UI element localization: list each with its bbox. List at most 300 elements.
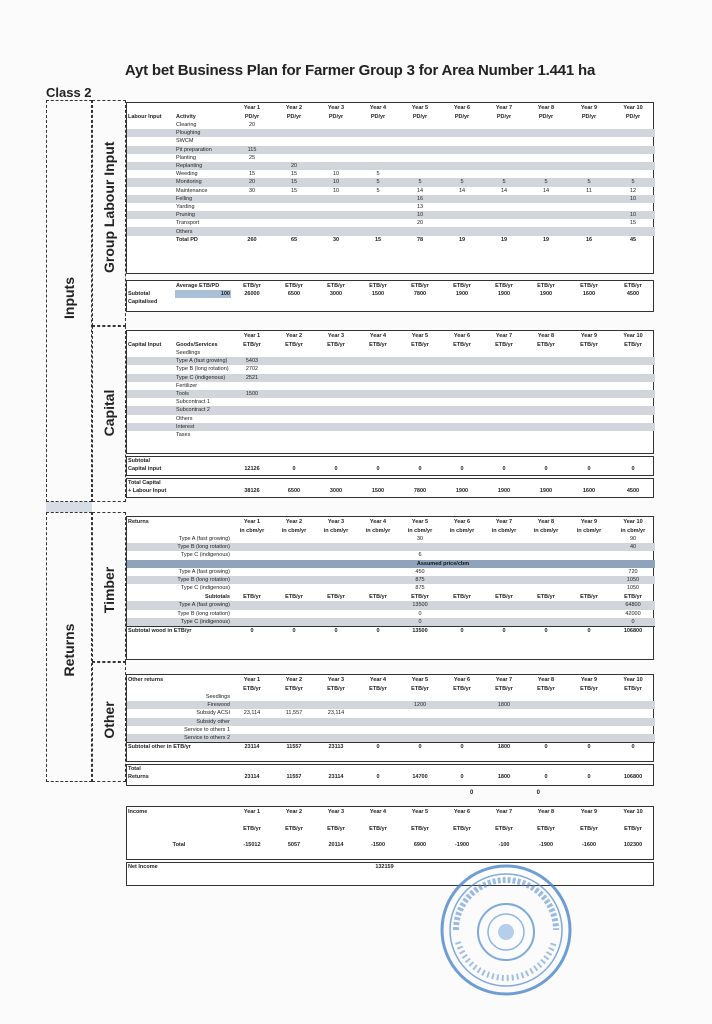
capital-value [611, 374, 655, 382]
table-row [127, 684, 655, 693]
capital-value [315, 423, 357, 431]
net-income-label: Net Income [128, 864, 158, 871]
blank-cell [567, 816, 611, 824]
capital-value [441, 431, 483, 439]
blank-cell [441, 765, 483, 773]
activity-header: Activity [176, 113, 196, 120]
table-row [127, 701, 655, 709]
other-value [399, 693, 441, 701]
timber-type-label: Type B (long rotation) [127, 543, 231, 551]
table-row [127, 227, 655, 235]
labour-value: 115 [231, 146, 273, 154]
unit-header: ETB/yr [327, 341, 345, 348]
under-values-row [470, 790, 540, 796]
table-row [127, 560, 655, 568]
labour-value: 10 [611, 211, 655, 219]
other-item-label: Firewood [127, 701, 231, 709]
year-header: Year 10 [623, 104, 643, 111]
unit-header: in cbm/yr [281, 527, 307, 534]
table-row [127, 162, 655, 170]
subtotal-value: 0 [334, 466, 338, 473]
capital-value [441, 365, 483, 373]
price-band-label: Assumed price/cbm [231, 560, 655, 568]
labour-value [357, 121, 399, 129]
labour-value [231, 219, 273, 227]
table-row [127, 709, 655, 717]
capital-value [611, 349, 655, 357]
table-row [127, 129, 655, 137]
blank-cell [127, 187, 175, 195]
capital-value: 2702 [245, 366, 259, 373]
labour-value: 14 [542, 187, 550, 194]
other-label: Other [101, 701, 117, 739]
labour-value [315, 211, 357, 219]
labour-value [525, 195, 567, 203]
subtotal-label: Subtotal [128, 458, 150, 465]
blank-cell [231, 765, 273, 773]
labour-value [483, 219, 525, 227]
capital-value [231, 431, 273, 439]
subtotal-wood-label: Subtotal wood in ETB/yr [127, 626, 231, 635]
other-value [611, 726, 655, 734]
returns-header: Returns [128, 518, 149, 525]
subtotal-value: 0 [231, 626, 273, 635]
blank-cell [525, 816, 567, 824]
other-value [231, 718, 273, 726]
labour-value [315, 203, 357, 211]
year-header: Year 2 [285, 518, 303, 525]
blank-cell [127, 398, 175, 406]
subtotal-value: 0 [587, 466, 591, 473]
subtotal-value: 0 [525, 742, 567, 751]
table-row [127, 584, 655, 592]
table-row [127, 170, 655, 178]
income-table [127, 807, 655, 850]
blank-cell [127, 824, 231, 833]
etb-value [567, 610, 611, 618]
table-row [127, 415, 655, 423]
year-header: Year 1 [243, 518, 261, 525]
capital-value [483, 390, 525, 398]
table-row [127, 203, 655, 211]
capital-value [525, 431, 567, 439]
unit-header: in cbm/yr [533, 527, 559, 534]
capital-value [315, 398, 357, 406]
unit-header: ETB/yr [243, 593, 261, 600]
goods-label: Subcontract 1 [176, 399, 210, 406]
total-value: 0 [587, 774, 591, 781]
price-value [567, 568, 611, 576]
labour-value [611, 146, 655, 154]
volume-value [273, 535, 315, 543]
blank-cell [127, 816, 231, 824]
capital-value [611, 406, 655, 414]
labour-value [315, 129, 357, 137]
subtotal-value: 0 [502, 466, 506, 473]
capital-value [525, 382, 567, 390]
total-value: 0 [376, 774, 380, 781]
labour-table [127, 103, 655, 244]
capital-value [231, 406, 273, 414]
labour-value [525, 154, 567, 162]
table-row [127, 236, 655, 244]
subtotal-value: 0 [315, 626, 357, 635]
capital-value [399, 415, 441, 423]
etb-value [273, 601, 315, 609]
year-header: Year 9 [580, 808, 598, 815]
blank-cell [273, 765, 315, 773]
income-header: Income [128, 808, 148, 815]
other-item-label: Service to others 1 [184, 726, 230, 733]
year-header: Year 8 [537, 518, 555, 525]
labour-value [441, 211, 483, 219]
price-value [357, 568, 399, 576]
other-value [231, 734, 273, 743]
volume-value [611, 551, 655, 559]
labour-value [441, 146, 483, 154]
subtotal-value: 0 [611, 742, 655, 751]
labour-value [357, 129, 399, 137]
table-row [127, 841, 655, 849]
subtotal-value: 7800 [413, 291, 427, 298]
etb-value: 0 [399, 618, 441, 627]
price-value [357, 584, 399, 592]
labour-value [231, 162, 273, 170]
capital-value [441, 423, 483, 431]
blank-cell [483, 765, 525, 773]
total-value: 3000 [329, 488, 343, 495]
labour-value [483, 146, 525, 154]
labour-value [231, 137, 273, 145]
subtotal-value: 0 [357, 626, 399, 635]
capital-value [357, 357, 399, 365]
volume-value [567, 543, 611, 551]
activity-label: Felling [175, 195, 231, 203]
labour-value [483, 154, 525, 162]
labour-value [399, 146, 441, 154]
capital-value [315, 382, 357, 390]
blank-cell [611, 765, 655, 773]
labour-value [525, 121, 567, 129]
labour-value [441, 154, 483, 162]
goods-label: Taxes [176, 431, 191, 438]
volume-value: 90 [629, 536, 637, 543]
subtotal-value: 13500 [399, 626, 441, 635]
price-value: 1050 [611, 576, 655, 584]
unit-header: in cbm/yr [365, 527, 391, 534]
other-value [399, 726, 441, 734]
year-header: Year 6 [453, 518, 471, 525]
labour-value: 19 [500, 236, 508, 243]
labour-value [357, 227, 399, 235]
total-value: 1500 [371, 488, 385, 495]
price-value [357, 576, 399, 584]
labour-value [315, 146, 357, 154]
goods-label: Others [176, 415, 193, 422]
other-value: 23,114 [327, 710, 345, 717]
other-value [315, 726, 357, 734]
unit-header: ETB/yr [537, 825, 555, 832]
income-value: 20114 [328, 842, 344, 849]
unit-header: ETB/yr [580, 593, 598, 600]
subtotal-value: 11557 [273, 742, 315, 751]
group-labour-label: Group Labour Input [101, 141, 117, 273]
labour-value [441, 121, 483, 129]
year-header: Year 5 [411, 808, 429, 815]
table-row [127, 154, 655, 162]
other-value [357, 726, 399, 734]
volume-value [231, 551, 273, 559]
other-value [525, 734, 567, 743]
blank-cell [441, 457, 483, 465]
unit-header: ETB/yr [327, 825, 345, 832]
blank-cell [525, 479, 567, 487]
table-row [127, 773, 655, 781]
goods-label: Tools [175, 390, 231, 398]
timber-type-label: Type A (fast growing) [178, 568, 230, 575]
unit-header: ETB/yr [285, 593, 303, 600]
labour-value: 10 [332, 187, 340, 194]
etb-value [315, 601, 357, 609]
other-item-label: Service to others 2 [127, 734, 231, 743]
activity-label: Maintenance [176, 187, 208, 194]
other-value [357, 701, 399, 709]
capital-value [357, 390, 399, 398]
table-row [127, 331, 655, 340]
blank-cell [175, 298, 231, 306]
volume-value [567, 535, 611, 543]
table-row [127, 693, 655, 701]
subtotal-value: 12126 [244, 466, 260, 473]
subtotal-value: 0 [567, 626, 611, 635]
capital-value: 1500 [231, 390, 273, 398]
capital-value [273, 423, 315, 431]
capital-value [273, 406, 315, 414]
other-value [441, 709, 483, 717]
labour-value [399, 162, 441, 170]
capital-value [357, 349, 399, 357]
other-table [127, 675, 655, 751]
blank-cell [525, 457, 567, 465]
income-total-label: Total [172, 842, 186, 849]
capital-value [525, 390, 567, 398]
blank-cell [567, 457, 611, 465]
labour-value [525, 219, 567, 227]
income-value: 6900 [413, 842, 427, 849]
capital-value [567, 398, 611, 406]
subtotal-value: 0 [525, 626, 567, 635]
year-header: Year 3 [327, 518, 345, 525]
etb-value [525, 601, 567, 609]
labour-value [273, 154, 315, 162]
labour-value [483, 195, 525, 203]
year-header: Year 8 [537, 676, 555, 683]
other-value [357, 718, 399, 726]
labour-value: 20 [416, 220, 424, 227]
capital-value [567, 406, 611, 414]
capital-value [315, 365, 357, 373]
blank-cell [567, 298, 611, 306]
table-row [127, 281, 655, 290]
unit-header: ETB/yr [285, 685, 303, 692]
subtotal-value: 0 [441, 626, 483, 635]
capital-value [357, 382, 399, 390]
year-header: Year 9 [580, 518, 598, 525]
labour-subtotal-box [126, 280, 654, 312]
labour-value [483, 137, 525, 145]
year-header: Year 4 [369, 676, 387, 683]
blank-cell [357, 816, 399, 824]
capital-value [441, 382, 483, 390]
blank-cell [399, 816, 441, 824]
capital-value [273, 431, 315, 439]
total-value: 0 [544, 774, 548, 781]
labour-value [399, 170, 441, 178]
table-row [127, 390, 655, 398]
labour-value: 15 [273, 178, 315, 186]
labour-value: 15 [374, 236, 382, 243]
capital-value: 2521 [231, 374, 273, 382]
capital-value [315, 349, 357, 357]
blank-cell [399, 298, 441, 306]
price-value [273, 576, 315, 584]
table-row [127, 103, 655, 112]
other-value [567, 734, 611, 743]
year-header: Year 2 [285, 808, 303, 815]
capital-value [567, 365, 611, 373]
timber-label: Timber [101, 566, 117, 614]
labour-value [567, 162, 611, 170]
goods-services-header: Goods/Services [176, 341, 218, 348]
labour-value: 20 [248, 122, 256, 129]
other-value: 1200 [399, 701, 441, 709]
volume-value [483, 535, 525, 543]
subtotal-value: 0 [376, 466, 380, 473]
year-header: Year 9 [580, 332, 598, 339]
timber-type-label: Type C (indigenous) [127, 618, 231, 627]
other-value [399, 734, 441, 743]
capital-value [611, 382, 655, 390]
blank-cell [127, 382, 175, 390]
capital-value: 5403 [231, 357, 273, 365]
labour-value [357, 195, 399, 203]
other-value [525, 709, 567, 717]
unit-header: ETB/yr [411, 685, 429, 692]
unit-header: in cbm/yr [407, 527, 433, 534]
page-title: Ayt bet Business Plan for Farmer Group 3 for Area Number 1.441 ha [124, 62, 596, 79]
blank-cell [399, 765, 441, 773]
other-value [611, 701, 655, 709]
blank-cell [611, 457, 655, 465]
goods-label: Fertilizer [176, 382, 198, 389]
table-row [127, 816, 655, 824]
other-value [483, 709, 525, 717]
blank-cell [127, 103, 175, 112]
other-value [483, 718, 525, 726]
subtotal-value: 1900 [455, 291, 469, 298]
etb-value: 64800 [611, 601, 655, 609]
blank-cell [127, 423, 175, 431]
total-label: Total [128, 766, 141, 773]
activity-label: Yarding [176, 203, 195, 210]
volume-value [315, 551, 357, 559]
unit-header: PD/yr [496, 113, 512, 120]
other-returns-header: Other returns [128, 676, 164, 683]
goods-label: Type A (fast growing) [175, 357, 231, 365]
capital-value [399, 398, 441, 406]
capital-value [441, 374, 483, 382]
table-row [127, 219, 655, 227]
unit-header: ETB/yr [580, 282, 598, 289]
timber-type-label: Type A (fast growing) [178, 536, 230, 543]
unit-header: PD/yr [370, 113, 386, 120]
labour-value: 19 [542, 236, 550, 243]
subtotal-value: 1500 [371, 291, 385, 298]
blank-cell [127, 415, 175, 423]
etb-value [483, 618, 525, 627]
blank-cell [357, 833, 399, 841]
labour-value [525, 211, 567, 219]
price-value [441, 584, 483, 592]
income-value: -1600 [581, 842, 597, 849]
unit-header: ETB/yr [495, 282, 513, 289]
year-header: Year 10 [623, 332, 643, 339]
other-value [483, 726, 525, 734]
other-value [441, 701, 483, 709]
volume-value [441, 535, 483, 543]
table-row [127, 112, 655, 121]
table-row [127, 742, 655, 751]
blank-cell [441, 816, 483, 824]
labour-value [315, 121, 357, 129]
price-value [483, 576, 525, 584]
subtotal-other-label: Subtotal other in ETB/yr [127, 742, 231, 751]
blank-cell [441, 833, 483, 841]
unit-header: ETB/yr [453, 341, 471, 348]
blank-cell [315, 765, 357, 773]
labour-value: 45 [629, 236, 637, 243]
goods-label: Type B (long rotation) [176, 366, 229, 373]
price-value [315, 568, 357, 576]
etb-value [357, 610, 399, 618]
blank-cell [127, 431, 175, 439]
blank-cell [127, 390, 175, 398]
etb-value [525, 618, 567, 627]
subtotal-value: 4500 [626, 291, 640, 298]
capital-value [483, 431, 525, 439]
year-header: Year 6 [453, 676, 471, 683]
total-value: 4500 [626, 488, 640, 495]
other-value [611, 693, 655, 701]
activity-label: Monitoring [175, 178, 231, 186]
capital-value [567, 349, 611, 357]
unit-header: ETB/yr [411, 341, 429, 348]
unit-header: PD/yr [538, 113, 554, 120]
unit-header: ETB/yr [580, 341, 598, 348]
subtotal-value: 0 [631, 466, 635, 473]
capital-value [567, 374, 611, 382]
capital-table-box [126, 330, 654, 454]
under-value: 0 [470, 790, 474, 796]
etb-value: 13500 [399, 601, 441, 609]
total-value: 7800 [413, 488, 427, 495]
blank-cell [127, 154, 175, 162]
price-value [273, 584, 315, 592]
blank-cell [483, 816, 525, 824]
blank-cell [127, 374, 175, 382]
labour-value: 13 [416, 203, 424, 210]
blank-cell [127, 349, 175, 357]
